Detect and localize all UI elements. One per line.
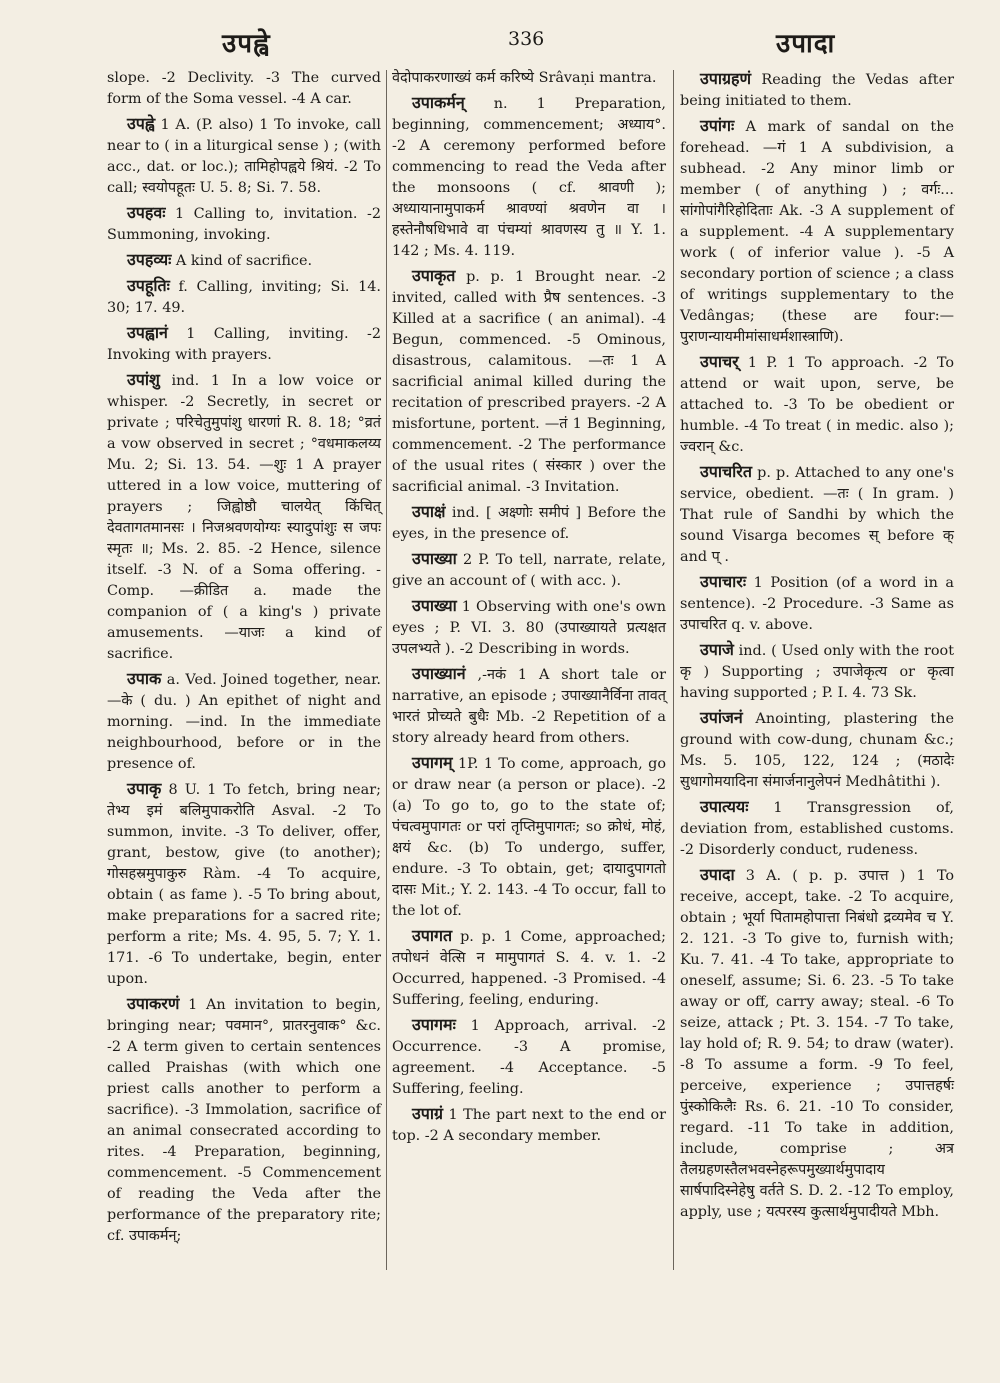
entry-headword: उपाक: [127, 669, 162, 688]
entry-definition: 1 P. 1 To approach. -2 To attend or wait upon, serve, be attached to. -3 To be obedient or humble. -4 To treat ( in medic. also ); ज्वरान् &c.: [680, 355, 954, 455]
entry-headword: उपाचारः: [700, 572, 747, 591]
entry-headword: उपागम्: [412, 753, 453, 772]
entry-headword: उपाख्या: [412, 549, 457, 568]
dictionary-entry: [392, 752, 666, 922]
entry-definition: p. p. 1 Come, approached; तपोधनं वेत्सि न मामुपागतं S. 4. v. 1. -2 Occurred, happened. -3 Promised. -4 Suffering, feeling, enduring.: [392, 929, 666, 1008]
entry-headword: उपाचर्: [700, 352, 739, 371]
dictionary-entry: [680, 639, 954, 704]
dictionary-entry: [680, 351, 954, 458]
dictionary-entry: [680, 864, 954, 1223]
entry-definition: A kind of sacrifice.: [171, 253, 313, 269]
dictionary-entry: [107, 68, 381, 110]
dictionary-entry: [107, 249, 381, 272]
entry-headword: उपाक्षं: [412, 502, 446, 521]
entry-headword: उपांगः: [700, 116, 735, 135]
entry-headword: उपह्वानं: [127, 323, 168, 342]
entry-definition: 3 A. ( p. p. उपात्त ) 1 To receive, accept, take. -2 To acquire, obtain ; भूर्या पितामहोपात्ता निबंधो द्रव्यमेव च Y. 2. 121. -3 To give to, furnish with; Ku. 7. 41. -4 To take, appropriate to oneself, assume; Si. 6. 23. -5 To take away or off, carry away; steal. -6 To seize, attack ; Pt. 3. 154. -7 To take, lay hold of; R. 9. 54; to draw (water). -8 To assume a form. -9 To feel, perceive, experience ; उपात्तहर्षः पुंस्कोकिलैः Rs. 6. 21. -10 To consider, regard. -11 To take in addition, include, comprise ; अत्र तैलग्रहणस्तैलभवस्नेहरूपमुख्यार्थमुपादाय सार्षपादिस्नेहेषु वर्तते S. D. 2. -12 To employ, apply, use ; यत्परस्य कुत्सार्थमुपादीयते Mbh.: [680, 868, 954, 1220]
entry-definition: वेदोपाकरणाख्यं कर्म करिष्ये Srâvaṇi mantra.: [392, 70, 657, 86]
entry-definition: ind. ( Used only with the root कृ ) Supporting ; उपाजेकृत्य or कृत्वा having supported ; P. I. 4. 73 Sk.: [680, 643, 954, 701]
page-header: [0, 24, 1000, 64]
entry-definition: p. p. 1 Brought near. -2 invited, called with प्रैष sentences. -3 Killed at a sacrifice ( an animal). -4 Begun, commenced. -5 Ominous, disastrous, calamitous. —तः 1 A sacrificial animal killed during the recitation of prescribed prayers. -2 A misfortune, portent. —तं 1 Beginning, commencement. -2 The performance of the usual rites ( संस्कार ) over the sacrificial animal. -3 Invitation.: [392, 269, 666, 495]
entry-definition: 1 Position (of a word in a sentence). -2 Procedure. -3 Same as उपाचरित q. v. above.: [680, 575, 954, 633]
dictionary-entry: [680, 68, 954, 112]
dictionary-entry: [392, 548, 666, 592]
entry-headword: उपाख्या: [412, 596, 457, 615]
dictionary-entry: [392, 92, 666, 262]
entry-definition: ind. [ अक्ष्णोः समीपं ] Before the eyes, in the presence of.: [392, 505, 666, 542]
dictionary-entry: [680, 461, 954, 568]
entry-definition: 8 U. 1 To fetch, bring near; तेभ्य इमं बलिमुपाकरोति Asval. -2 To summon, invite. -3 To deliver, offer, grant, bestow, give (to another); गोसहस्रमुपाकुरु Ràm. -4 To acquire, obtain ( as fame ). -5 To bring about, make preparations for a sacred rite; perform a rite; Ms. 4. 95, 5. 7; Y. 1. 171. -6 To undertake, begin, enter upon.: [107, 782, 381, 987]
dictionary-entry: [392, 1014, 666, 1100]
dictionary-entry: [680, 707, 954, 793]
column-divider: [673, 70, 674, 1270]
entry-headword: उपांशु: [127, 370, 160, 389]
entry-headword: उपाजे: [700, 640, 734, 659]
dictionary-entry: [392, 265, 666, 498]
dictionary-entry: [392, 663, 666, 749]
entry-definition: ind. 1 In a low voice or whisper. -2 Secretly, in secret or private ; परिचेतुमुपांशु धारणां R. 8. 18; °व्रतं a vow observed in secret ; °वधमाकलय्य Mu. 2; Si. 13. 54. —शुः 1 A prayer uttered in a low voice, muttering of prayers ; जिह्वोष्ठौ चालयेत् किंचित् देवतागतमानसः । निजश्रवणयोग्यः स्यादुपांशुः स जपः स्मृतः ॥; Ms. 2. 85. -2 Hence, silence itself. -3 N. of a Soma offering. -Comp. —क्रीडित a. made the companion of ( a king's ) private amusements. —याजः a kind of sacrifice.: [107, 373, 381, 662]
dictionary-entry: [392, 1103, 666, 1147]
entry-definition: 1 Calling, inviting. -2 Invoking with prayers.: [107, 326, 381, 363]
entry-headword: उपाचरित: [700, 462, 752, 481]
column-3: [680, 68, 954, 1226]
entry-definition: 1P. 1 To come, approach, go or draw near (a person or place). -2 (a) To go to, go to the state of; पंचत्वमुपागतः or परां तृप्तिमुपागतः; so क्रोधं, मोहं, क्षयं &c. (b) To undergo, suffer, endure. -3 To obtain, get; दायादुपागतो दासः Mit.; Y. 2. 143. -4 To occur, fall to the lot of.: [392, 756, 666, 919]
dictionary-entry: [680, 571, 954, 636]
dictionary-entry: [680, 115, 954, 348]
dictionary-entry: [107, 275, 381, 319]
entry-definition: 1 Transgression of, deviation from, established customs. -2 Disorderly conduct, rudeness.: [680, 800, 954, 858]
entry-definition: 2 P. To tell, narrate, relate, give an account of ( with acc. ).: [392, 552, 666, 589]
entry-definition: 1 Observing with one's own eyes ; P. VI. 3. 80 (उपाख्यायते प्रत्यक्षत उपलभ्यते ). -2 Describing in words.: [392, 599, 666, 657]
dictionary-entry: [107, 322, 381, 366]
entry-headword: उपाख्यानं: [412, 664, 466, 683]
right-running-headword: उपादा: [776, 29, 836, 59]
entry-headword: उपादा: [700, 865, 735, 884]
dictionary-entry: [392, 68, 666, 89]
entry-headword: उपाग्रहणं: [700, 69, 752, 88]
page-number: 336: [508, 28, 545, 50]
entry-definition: f. Calling, inviting; Si. 14. 30; 17. 49.: [107, 279, 381, 316]
column-divider: [386, 70, 387, 1270]
dictionary-entry: [107, 369, 381, 665]
entry-headword: उपहवः: [127, 203, 166, 222]
entry-headword: उपह्वे: [127, 114, 155, 133]
entry-definition: A mark of sandal on the forehead. —गं 1 A subdivision, a subhead. -2 Any minor limb or member ( of anything ) ; वर्गः... सांगोपांगैरिहोदिताः Ak. -3 A supplement of a supplement. -4 A supplementary work ( of inferior value ). -5 A secondary portion of science ; a class of writings supplementary to the Vedângas; (these are four:— पुराणन्यायमीमांसाधर्मशास्त्राणि).: [680, 119, 954, 345]
dictionary-entry: [107, 668, 381, 775]
entry-definition: Anointing, plastering the ground with cow-dung, chunam &c.; Ms. 5. 105, 122, 124 ; (मठादेः सुधागोमयादिना संमार्जनानुलेपनं Medhâtithi ).: [680, 711, 954, 790]
entry-headword: उपाकृत: [412, 266, 456, 285]
entry-definition: 1 The part next to the end or top. -2 A secondary member.: [392, 1107, 666, 1144]
entry-definition: p. p. Attached to any one's service, obedient. —तः ( In gram. ) That rule of Sandhi by which the sound Visarga becomes स् before क् and प् .: [680, 465, 954, 565]
entry-headword: उपाकरणं: [127, 994, 180, 1013]
column-2: [392, 68, 666, 1150]
dictionary-entry: [107, 113, 381, 199]
entry-headword: उपात्ययः: [700, 797, 749, 816]
dictionary-entry: [680, 796, 954, 861]
entry-definition: 1 An invitation to begin, bringing near; पवमान°, प्रातरनुवाक° &c. -2 A term given to certain sentences called Praishas (with which one priest calls another to perform a sacrifice). -3 Immolation, sacrifice of an animal consecrated according to rites. -4 Preparation, beginning, commencement. -5 Commencement of reading the Veda after the performance of the preparatory rite; cf. उपाकर्मन्;: [107, 997, 381, 1244]
entry-headword: उपाग्रं: [412, 1104, 444, 1123]
entry-definition: Reading the Vedas after being initiated to them.: [680, 72, 954, 109]
entry-headword: उपागत: [412, 926, 453, 945]
entry-definition: a. Ved. Joined together, near. —के ( du. ) An epithet of night and morning. —ind. In the immediate neighbourhood, before or in the presence of.: [107, 672, 381, 772]
dictionary-entry: [392, 501, 666, 545]
dictionary-entry: [107, 993, 381, 1247]
entry-headword: उपाकर्मन्: [412, 93, 465, 112]
entry-headword: उपांजनं: [700, 708, 743, 727]
entry-definition: slope. -2 Declivity. -3 The curved form of the Soma vessel. -4 A car.: [107, 70, 381, 107]
entry-definition: 1 A. (P. also) 1 To invoke, call near to ( in a liturgical sense ) ; (with acc., dat. or loc.); तामिहोपह्वये श्रियं. -2 To call; स्वयोपहूतः U. 5. 8; Si. 7. 58.: [107, 117, 381, 196]
entry-headword: उपहव्यः: [127, 250, 172, 269]
entry-headword: उपाकृ: [127, 779, 162, 798]
dictionary-entry: [392, 595, 666, 660]
dictionary-entry: [392, 925, 666, 1011]
left-running-headword: उपह्वे: [222, 29, 271, 59]
entry-definition: 1 Approach, arrival. -2 Occurrence. -3 A promise, agreement. -4 Acceptance. -5 Suffering, feeling.: [392, 1018, 666, 1097]
entry-headword: उपागमः: [412, 1015, 456, 1034]
entry-definition: ,-नकं 1 A short tale or narrative, an episode ; उपाख्यानैर्विना तावत् भारतं प्रोच्यते बुधैः Mb. -2 Repetition of a story already heard from others.: [392, 667, 666, 746]
entry-headword: उपहूतिः: [127, 276, 170, 295]
entry-definition: n. 1 Preparation, beginning, commencement; अध्याय°. -2 A ceremony performed before commencing to read the Veda after the monsoons ( cf. श्रावणी ); अध्यायानामुपाकर्म श्रावण्यां श्रवणेन वा । हस्तेनौषधिभावे वा पंचम्यां श्रावणस्य तु ॥ Y. 1. 142 ; Ms. 4. 119.: [392, 96, 666, 259]
dictionary-entry: [107, 202, 381, 246]
dictionary-entry: [107, 778, 381, 990]
column-1: [107, 68, 381, 1250]
entry-definition: 1 Calling to, invitation. -2 Summoning, invoking.: [107, 206, 381, 243]
